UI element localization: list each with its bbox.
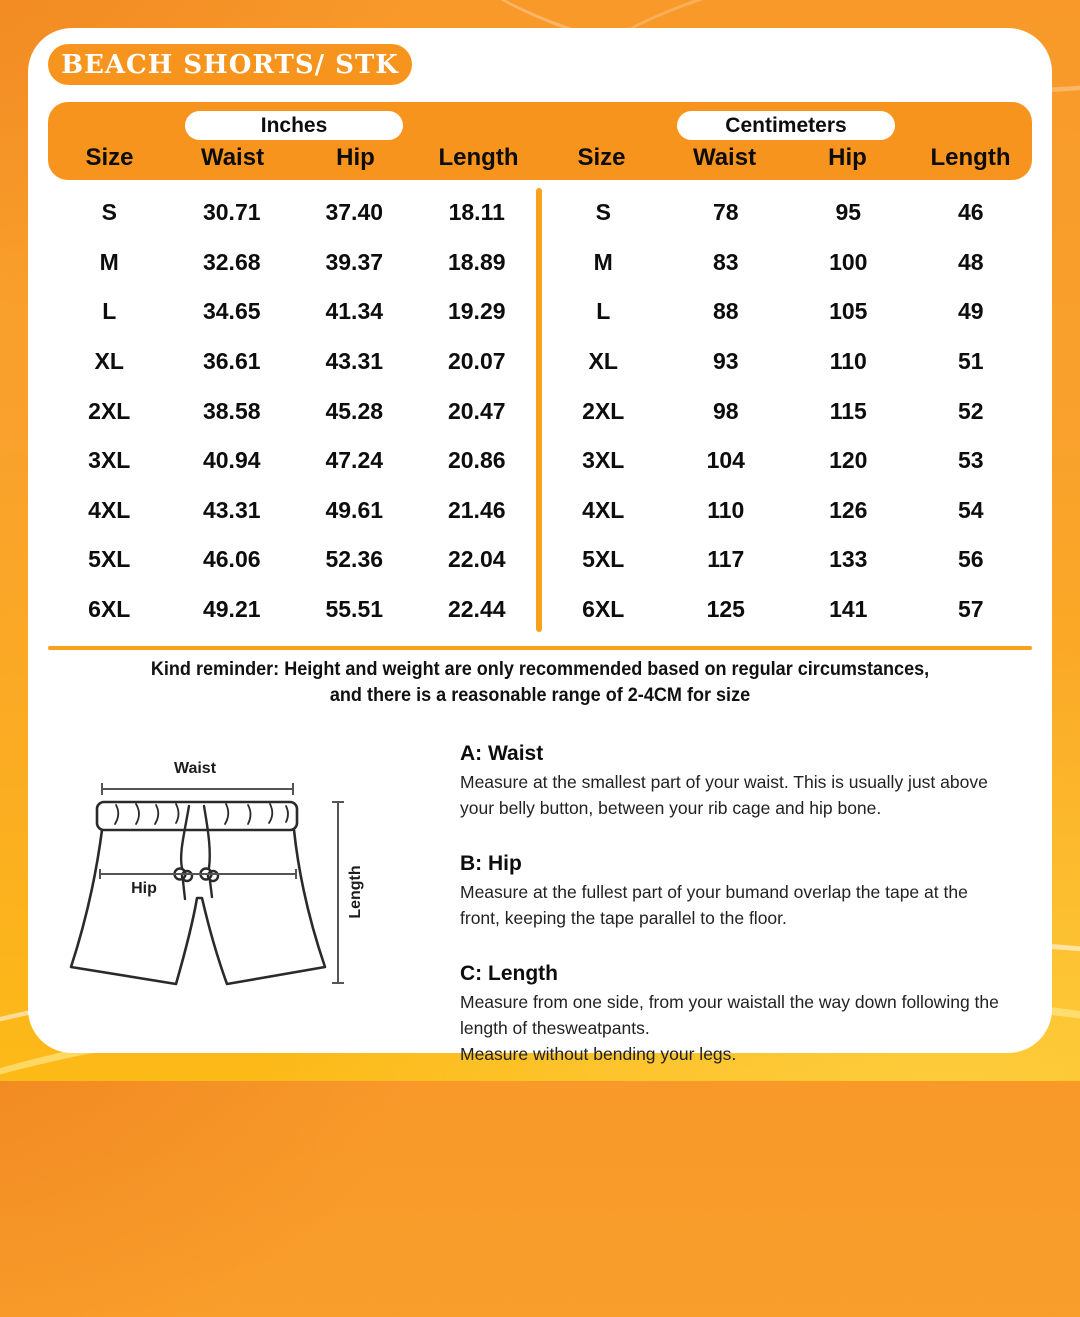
value-cell: 22.44 [447,595,506,622]
value-cell: 51 [957,347,984,374]
table-row [542,287,1032,337]
value-cell: 20.86 [447,447,506,474]
shorts-outline [71,802,325,984]
table-row [542,188,1032,238]
inches-header-group [48,102,540,180]
value-cell: 18.89 [447,248,506,275]
value-cell: 32.68 [202,248,261,275]
length-instruction-heading: C: Length [460,962,558,985]
column-header-length: Length [930,144,1011,171]
inches-unit-label: Inches [260,113,328,137]
size-cell: 3XL [88,447,131,474]
length-instruction-body: Measure from one side, from your waistall the way down following the length of thesweatpants. [460,992,999,1038]
value-cell: 41.34 [325,298,384,325]
value-cell: 19.29 [447,298,506,325]
table-row [542,485,1032,535]
size-cell: 5XL [582,546,625,573]
table-row [48,188,538,238]
value-cell: 95 [835,199,862,226]
value-cell: 100 [829,248,868,275]
size-cell: S [595,199,611,226]
shorts-measurement-diagram [58,740,428,1032]
inches-unit-pill [185,111,403,140]
centimeters-column-headers [540,140,1032,180]
value-cell: 36.61 [202,347,261,374]
value-cell: 49 [957,298,984,325]
size-cell: M [99,248,119,275]
value-cell: 39.37 [325,248,384,275]
waist-instruction-heading: A: Waist [460,742,544,765]
product-title: BEACH SHORTS/ STK [61,49,399,80]
value-cell: 18.11 [448,199,505,226]
table-row [48,585,538,635]
value-cell: 125 [706,595,745,622]
kind-reminder-note [54,657,1027,709]
value-cell: 120 [829,447,868,474]
section-divider [48,646,1032,650]
column-header-waist: Waist [692,144,757,171]
value-cell: 49.21 [202,595,261,622]
value-cell: 46 [957,199,984,226]
table-row [48,386,538,436]
column-header-waist: Waist [200,144,265,171]
measurement-instructions [460,742,1012,1098]
value-cell: 43.31 [325,347,384,374]
size-cell: XL [588,347,618,374]
size-chart-card [28,28,1052,1064]
reminder-line-2: and there is a reasonable range of 2-4CM for size [329,685,751,706]
value-cell: 104 [706,447,745,474]
drawstring [175,806,219,899]
value-cell: 110 [707,496,745,523]
value-cell: 30.71 [202,199,261,226]
value-cell: 115 [829,397,867,424]
size-cell: L [102,298,117,325]
diagram-hip-label: Hip [131,880,157,897]
table-row [48,238,538,288]
product-title-badge [48,44,412,85]
size-cell: 5XL [88,546,131,573]
value-cell: 48 [957,248,984,275]
value-cell: 54 [957,496,984,523]
value-cell: 141 [829,595,868,622]
column-header-hip: Hip [336,144,375,171]
waistband-texture [115,804,288,824]
table-row [542,386,1032,436]
length-instruction [460,962,1012,1067]
table-row [542,585,1032,635]
size-cell: 2XL [88,397,131,424]
value-cell: 88 [712,298,739,325]
table-row [542,535,1032,585]
size-cell: 6XL [582,595,625,622]
hip-instruction-body: Measure at the fullest part of your bumand overlap the tape at the front, keeping the tape parallel to the floor. [460,882,968,928]
value-cell: 45.28 [325,397,384,424]
value-cell: 98 [712,397,739,424]
value-cell: 38.58 [202,397,261,424]
waist-instruction [460,742,1012,821]
value-cell: 46.06 [202,546,261,573]
value-cell: 20.07 [447,347,506,374]
value-cell: 78 [712,199,739,226]
value-cell: 105 [829,298,868,325]
column-header-size: Size [85,144,134,171]
reminder-line-1: Kind reminder: Height and weight are only recommended based on regular circumstances, [150,659,930,680]
size-cell: S [101,199,117,226]
hip-instruction [460,852,1012,931]
waist-instruction-body: Measure at the smallest part of your waist. This is usually just above your belly button, between your rib cage and hip bone. [460,772,988,818]
value-cell: 52 [957,397,984,424]
centimeters-unit-label: Centimeters [725,113,847,137]
value-cell: 34.65 [202,298,261,325]
value-cell: 83 [712,248,739,275]
value-cell: 49.61 [325,496,384,523]
table-row [542,238,1032,288]
size-cell: 3XL [582,447,625,474]
column-header-length: Length [438,144,519,171]
centimeters-header-group [540,102,1032,180]
value-cell: 53 [957,447,984,474]
table-row [48,535,538,585]
hip-instruction-heading: B: Hip [460,852,522,875]
diagram-length-label: Length [347,865,364,919]
value-cell: 57 [957,595,984,622]
length-instruction-body-2: Measure without bending your legs. [460,1044,737,1064]
length-measure-line [332,802,344,983]
column-header-hip: Hip [828,144,867,171]
value-cell: 22.04 [447,546,506,573]
value-cell: 126 [829,496,868,523]
size-cell: 6XL [88,595,131,622]
size-cell: 2XL [582,397,625,424]
value-cell: 56 [957,546,984,573]
inches-column-headers [48,140,540,180]
value-cell: 117 [707,546,745,573]
size-cell: 4XL [88,496,131,523]
column-header-size: Size [577,144,626,171]
value-cell: 110 [829,347,867,374]
size-cell: L [596,298,611,325]
diagram-waist-label: Waist [173,760,217,777]
waist-measure-line [102,783,293,795]
value-cell: 37.40 [325,199,384,226]
inches-table-body [48,188,538,634]
value-cell: 55.51 [325,595,384,622]
value-cell: 52.36 [325,546,384,573]
table-row [48,337,538,387]
value-cell: 21.46 [447,496,506,523]
value-cell: 20.47 [447,397,506,424]
centimeters-unit-pill [677,111,895,140]
size-cell: XL [94,347,124,374]
size-cell: 4XL [582,496,625,523]
value-cell: 43.31 [202,496,261,523]
size-cell: M [593,248,613,275]
table-row [48,287,538,337]
value-cell: 93 [712,347,739,374]
value-cell: 133 [829,546,868,573]
centimeters-table-body [542,188,1032,634]
table-row [48,436,538,486]
table-row [542,337,1032,387]
hip-measure-line [100,869,296,879]
table-row [542,436,1032,486]
table-header-bar [48,102,1032,180]
shorts-diagram-svg [58,740,428,1032]
value-cell: 47.24 [325,447,384,474]
table-row [48,485,538,535]
value-cell: 40.94 [202,447,261,474]
